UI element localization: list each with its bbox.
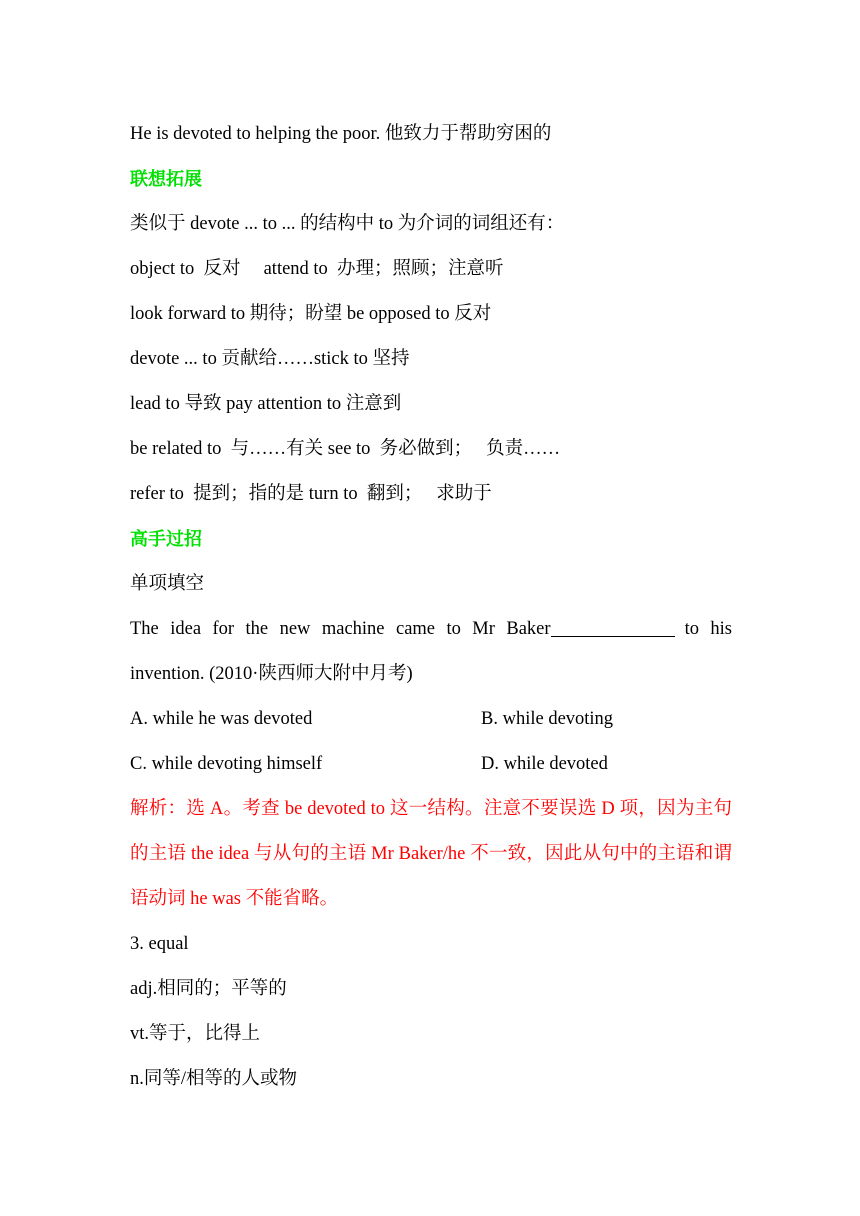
heading-expert-challenge: 高手过招 bbox=[130, 529, 202, 550]
vocab-sense: vt.等于，比得上 bbox=[130, 1024, 261, 1044]
document-page bbox=[130, 112, 732, 1102]
exercise-question-continued: invention. (2010·陕西师大附中月考) bbox=[130, 664, 413, 684]
vocab-title: 3. equal bbox=[130, 934, 189, 954]
vocab-sense: n.同等/相等的人或物 bbox=[130, 1069, 298, 1089]
options-row-1 bbox=[130, 697, 732, 742]
expansion-item: lead to 导致 pay attention to 注意到 bbox=[130, 394, 402, 414]
option-a: A. while he was devoted bbox=[130, 709, 313, 729]
expansion-item: object to 反对 attend to 办理；照顾；注意听 bbox=[130, 259, 504, 279]
vocab-sense: adj.相同的；平等的 bbox=[130, 979, 287, 999]
analysis-text: 解析：选 A。考查 be devoted to 这一结构。注意不要误选 D 项，因为主句的主语 the idea 与从句的主语 Mr Baker/he 不一致，因此从句中的主语和谓语动词 he was 不能省略。 bbox=[130, 799, 732, 909]
exercise-question bbox=[130, 607, 732, 652]
expansion-item: be related to 与……有关 see to 务必做到； 负责…… bbox=[130, 439, 561, 459]
expansion-item: look forward to 期待；盼望 be opposed to 反对 bbox=[130, 304, 492, 324]
exercise-type: 单项填空 bbox=[130, 574, 205, 594]
expansion-item: devote ... to 贡献给……stick to 坚持 bbox=[130, 349, 410, 369]
question-text-start: The idea for the new machine came to Mr Baker bbox=[130, 619, 551, 639]
option-b: B. while devoting bbox=[481, 709, 614, 729]
answer-blank bbox=[551, 616, 675, 637]
heading-association-expansion: 联想拓展 bbox=[130, 169, 202, 190]
expansion-intro: 类似于 devote ... to ... 的结构中 to 为介词的词组还有： bbox=[130, 214, 565, 234]
option-c: C. while devoting himself bbox=[130, 754, 323, 774]
question-text-end: to his bbox=[684, 619, 732, 639]
example-sentence: He is devoted to helping the poor. 他致力于帮助穷困的 bbox=[130, 124, 552, 144]
option-d: D. while devoted bbox=[481, 754, 608, 774]
options-row-2 bbox=[130, 742, 732, 787]
expansion-item: refer to 提到；指的是 turn to 翻到； 求助于 bbox=[130, 484, 492, 504]
